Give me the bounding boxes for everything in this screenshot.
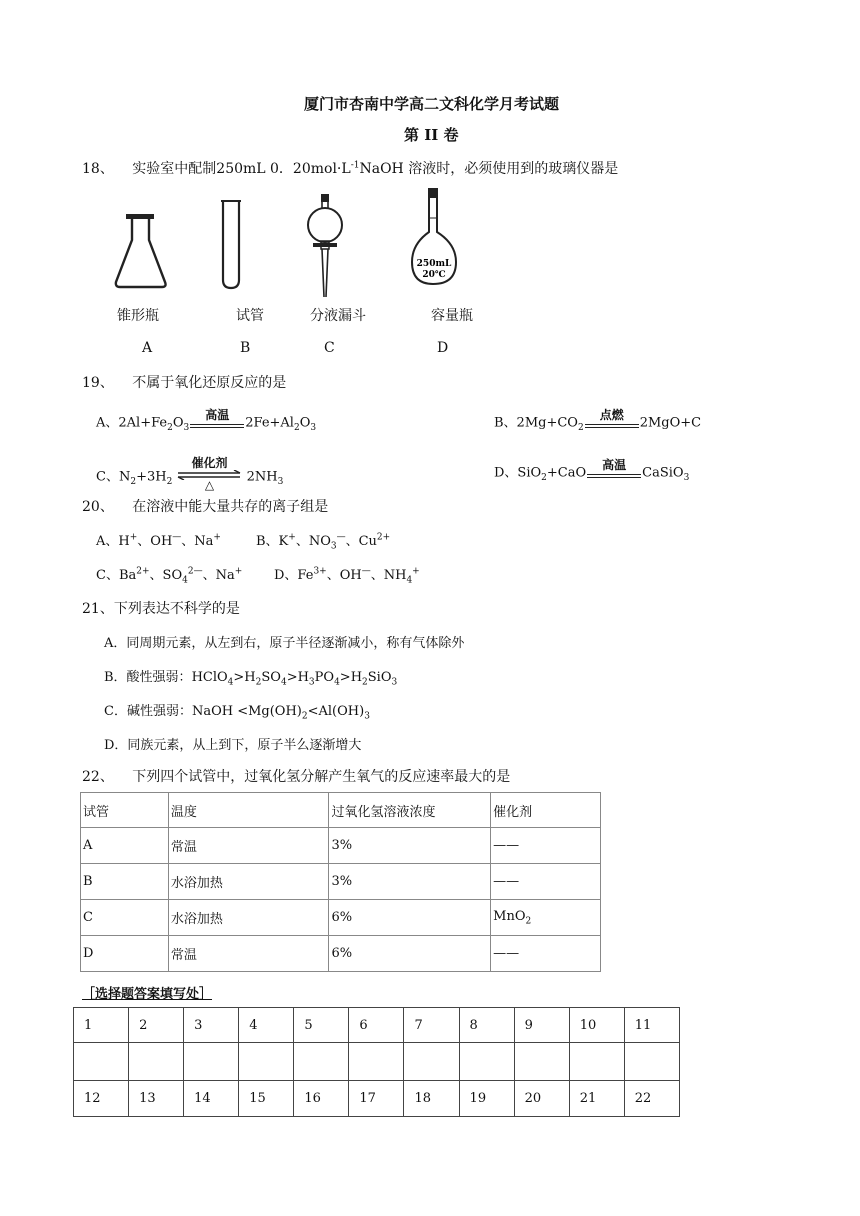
table-cell: 水浴加热 <box>168 864 329 900</box>
option-19b: B、$2Mg+CO_2$ 点燃 2MgO+C <box>494 410 701 436</box>
answer-number: 1 <box>74 1008 129 1043</box>
table-row <box>81 828 601 864</box>
answer-blank-cell[interactable] <box>294 1043 349 1081</box>
option-21c: C．碱性强弱：NaOH $<Mg(OH)_2<Al(OH)_3$ <box>104 704 370 722</box>
table-cell: 6% <box>329 900 491 936</box>
answer-blank-cell[interactable] <box>129 1043 184 1081</box>
question-number: 19、 <box>82 375 114 391</box>
answer-number: 20 <box>514 1081 569 1117</box>
option-20b: B、K+、$NO_3^—$、$Cu^{2+}$ <box>256 532 391 552</box>
answer-sheet-table <box>73 1007 680 1117</box>
flask-volume-label: 250mL <box>416 259 452 269</box>
apparatus-name-c: 分液漏斗 <box>310 308 366 324</box>
answer-number: 4 <box>239 1008 294 1043</box>
erlenmeyer-flask-icon <box>112 212 172 290</box>
table-cell: 常温 <box>168 828 329 864</box>
experiment-table <box>80 792 601 972</box>
answer-blank-cell[interactable] <box>404 1043 459 1081</box>
option-21d: D．同族元素，从上到下，原子半么逐渐增大 <box>104 738 362 753</box>
answer-number: 22 <box>624 1081 679 1117</box>
option-21b: B．酸性强弱：$HClO_4>H_2SO_4>H_3PO_4>H_2SiO_3$ <box>104 670 398 688</box>
table-cell: —— <box>491 864 601 900</box>
question-text-part2: NaOH 溶液时，必须使用到的玻璃仪器是 <box>359 161 619 177</box>
flask-temp-label: 20℃ <box>422 270 446 280</box>
reversible-arrow: 催化剂 △ <box>176 460 242 494</box>
reaction-arrow: 高温 <box>190 410 244 436</box>
answer-number: 11 <box>624 1008 679 1043</box>
table-cell: D <box>81 936 169 972</box>
option-19d: D、SiO$_2$+CaO 高温 CaSiO$_3$ <box>494 460 689 486</box>
table-header: 试管 <box>81 793 169 828</box>
question-19 <box>82 372 286 392</box>
separatory-funnel-icon <box>300 193 350 301</box>
table-cell: 3% <box>329 864 491 900</box>
option-21a: A．同周期元素，从左到右，原子半径逐渐减小，称有气体除外 <box>104 636 465 651</box>
table-cell: C <box>81 900 169 936</box>
table-cell: 3% <box>329 828 491 864</box>
apparatus-name-d: 容量瓶 <box>431 308 473 324</box>
question-20 <box>82 496 328 516</box>
section-title: 第 II 卷 <box>404 126 459 144</box>
answer-number-row <box>74 1081 680 1117</box>
question-text-superscript: -1 <box>350 160 360 171</box>
table-row <box>81 864 601 900</box>
question-text: 下列四个试管中，过氧化氢分解产生氧气的反应速率最大的是 <box>132 769 511 785</box>
answer-number: 17 <box>349 1081 404 1117</box>
question-number: 20、 <box>82 499 114 515</box>
question-number: 18、 <box>82 161 114 177</box>
question-18 <box>82 158 618 178</box>
question-22 <box>82 766 510 786</box>
table-header: 过氧化氢溶液浓度 <box>329 793 491 828</box>
question-21: 21、下列表达不科学的是 <box>82 601 240 617</box>
question-text: 不属于氧化还原反应的是 <box>132 375 287 391</box>
answer-number: 10 <box>569 1008 624 1043</box>
answer-number: 3 <box>184 1008 239 1043</box>
option-20a: A、H+、OH—、Na+ <box>96 532 221 549</box>
table-cell: —— <box>491 936 601 972</box>
answer-number: 21 <box>569 1081 624 1117</box>
question-text-part1: 实验室中配制250mL 0．20mol·L <box>132 161 351 177</box>
answer-number: 15 <box>239 1081 294 1117</box>
apparatus-name-a: 锥形瓶 <box>117 308 159 324</box>
apparatus-name-b: 试管 <box>236 308 264 324</box>
table-cell: 6% <box>329 936 491 972</box>
option-19a: A、$2Al+Fe_2O_3$ 高温 $2Fe+Al_2O_3$ <box>96 410 316 436</box>
table-header: 催化剂 <box>491 793 601 828</box>
option-letter-c: C <box>324 340 335 356</box>
table-cell: MnO$_2$ <box>491 900 601 936</box>
option-20d: D、$Fe^{3+}$、OH—、$NH_4^+$ <box>274 566 420 586</box>
answer-blank-cell[interactable] <box>74 1043 129 1081</box>
answer-number: 7 <box>404 1008 459 1043</box>
option-19c: C、$N_2+3H_2$ 催化剂 △ $2NH_3$ <box>96 456 284 492</box>
table-row <box>81 900 601 936</box>
answer-number: 2 <box>129 1008 184 1043</box>
answer-number: 19 <box>459 1081 514 1117</box>
answer-blank-cell[interactable] <box>514 1043 569 1081</box>
answer-number: 12 <box>74 1081 129 1117</box>
table-cell: 水浴加热 <box>168 900 329 936</box>
answer-number: 14 <box>184 1081 239 1117</box>
volumetric-flask-icon <box>406 188 462 292</box>
answer-blank-cell[interactable] <box>184 1043 239 1081</box>
option-letter-d: D <box>437 340 449 356</box>
reaction-arrow: 高温 <box>587 460 641 486</box>
table-cell: —— <box>491 828 601 864</box>
answer-number: 9 <box>514 1008 569 1043</box>
table-header-row <box>81 793 601 828</box>
test-tube-icon <box>218 196 244 292</box>
answer-blank-cell[interactable] <box>569 1043 624 1081</box>
answer-sheet-title: ［选择题答案填写处］ <box>82 987 213 1002</box>
option-letter-b: B <box>240 340 251 356</box>
option-letter-a: A <box>142 340 153 356</box>
reaction-arrow: 点燃 <box>585 410 639 436</box>
table-cell: A <box>81 828 169 864</box>
answer-number: 18 <box>404 1081 459 1117</box>
answer-blank-cell[interactable] <box>349 1043 404 1081</box>
question-number: 22、 <box>82 769 114 785</box>
answer-number: 5 <box>294 1008 349 1043</box>
answer-number: 8 <box>459 1008 514 1043</box>
answer-number: 6 <box>349 1008 404 1043</box>
table-cell: 常温 <box>168 936 329 972</box>
answer-number: 13 <box>129 1081 184 1117</box>
answer-blank-cell[interactable] <box>459 1043 514 1081</box>
option-20c: C、$Ba^{2+}$、$SO_4^{2—}$、Na+ <box>96 566 243 586</box>
table-cell: B <box>81 864 169 900</box>
answer-number-row <box>74 1008 680 1043</box>
answer-blank-cell[interactable] <box>624 1043 679 1081</box>
page-title: 厦门市杏南中学高二文科化学月考试题 <box>304 95 560 113</box>
question-text: 在溶液中能大量共存的离子组是 <box>132 499 329 515</box>
table-row <box>81 936 601 972</box>
answer-blank-row <box>74 1043 680 1081</box>
table-header: 温度 <box>168 793 329 828</box>
answer-blank-cell[interactable] <box>239 1043 294 1081</box>
answer-number: 16 <box>294 1081 349 1117</box>
